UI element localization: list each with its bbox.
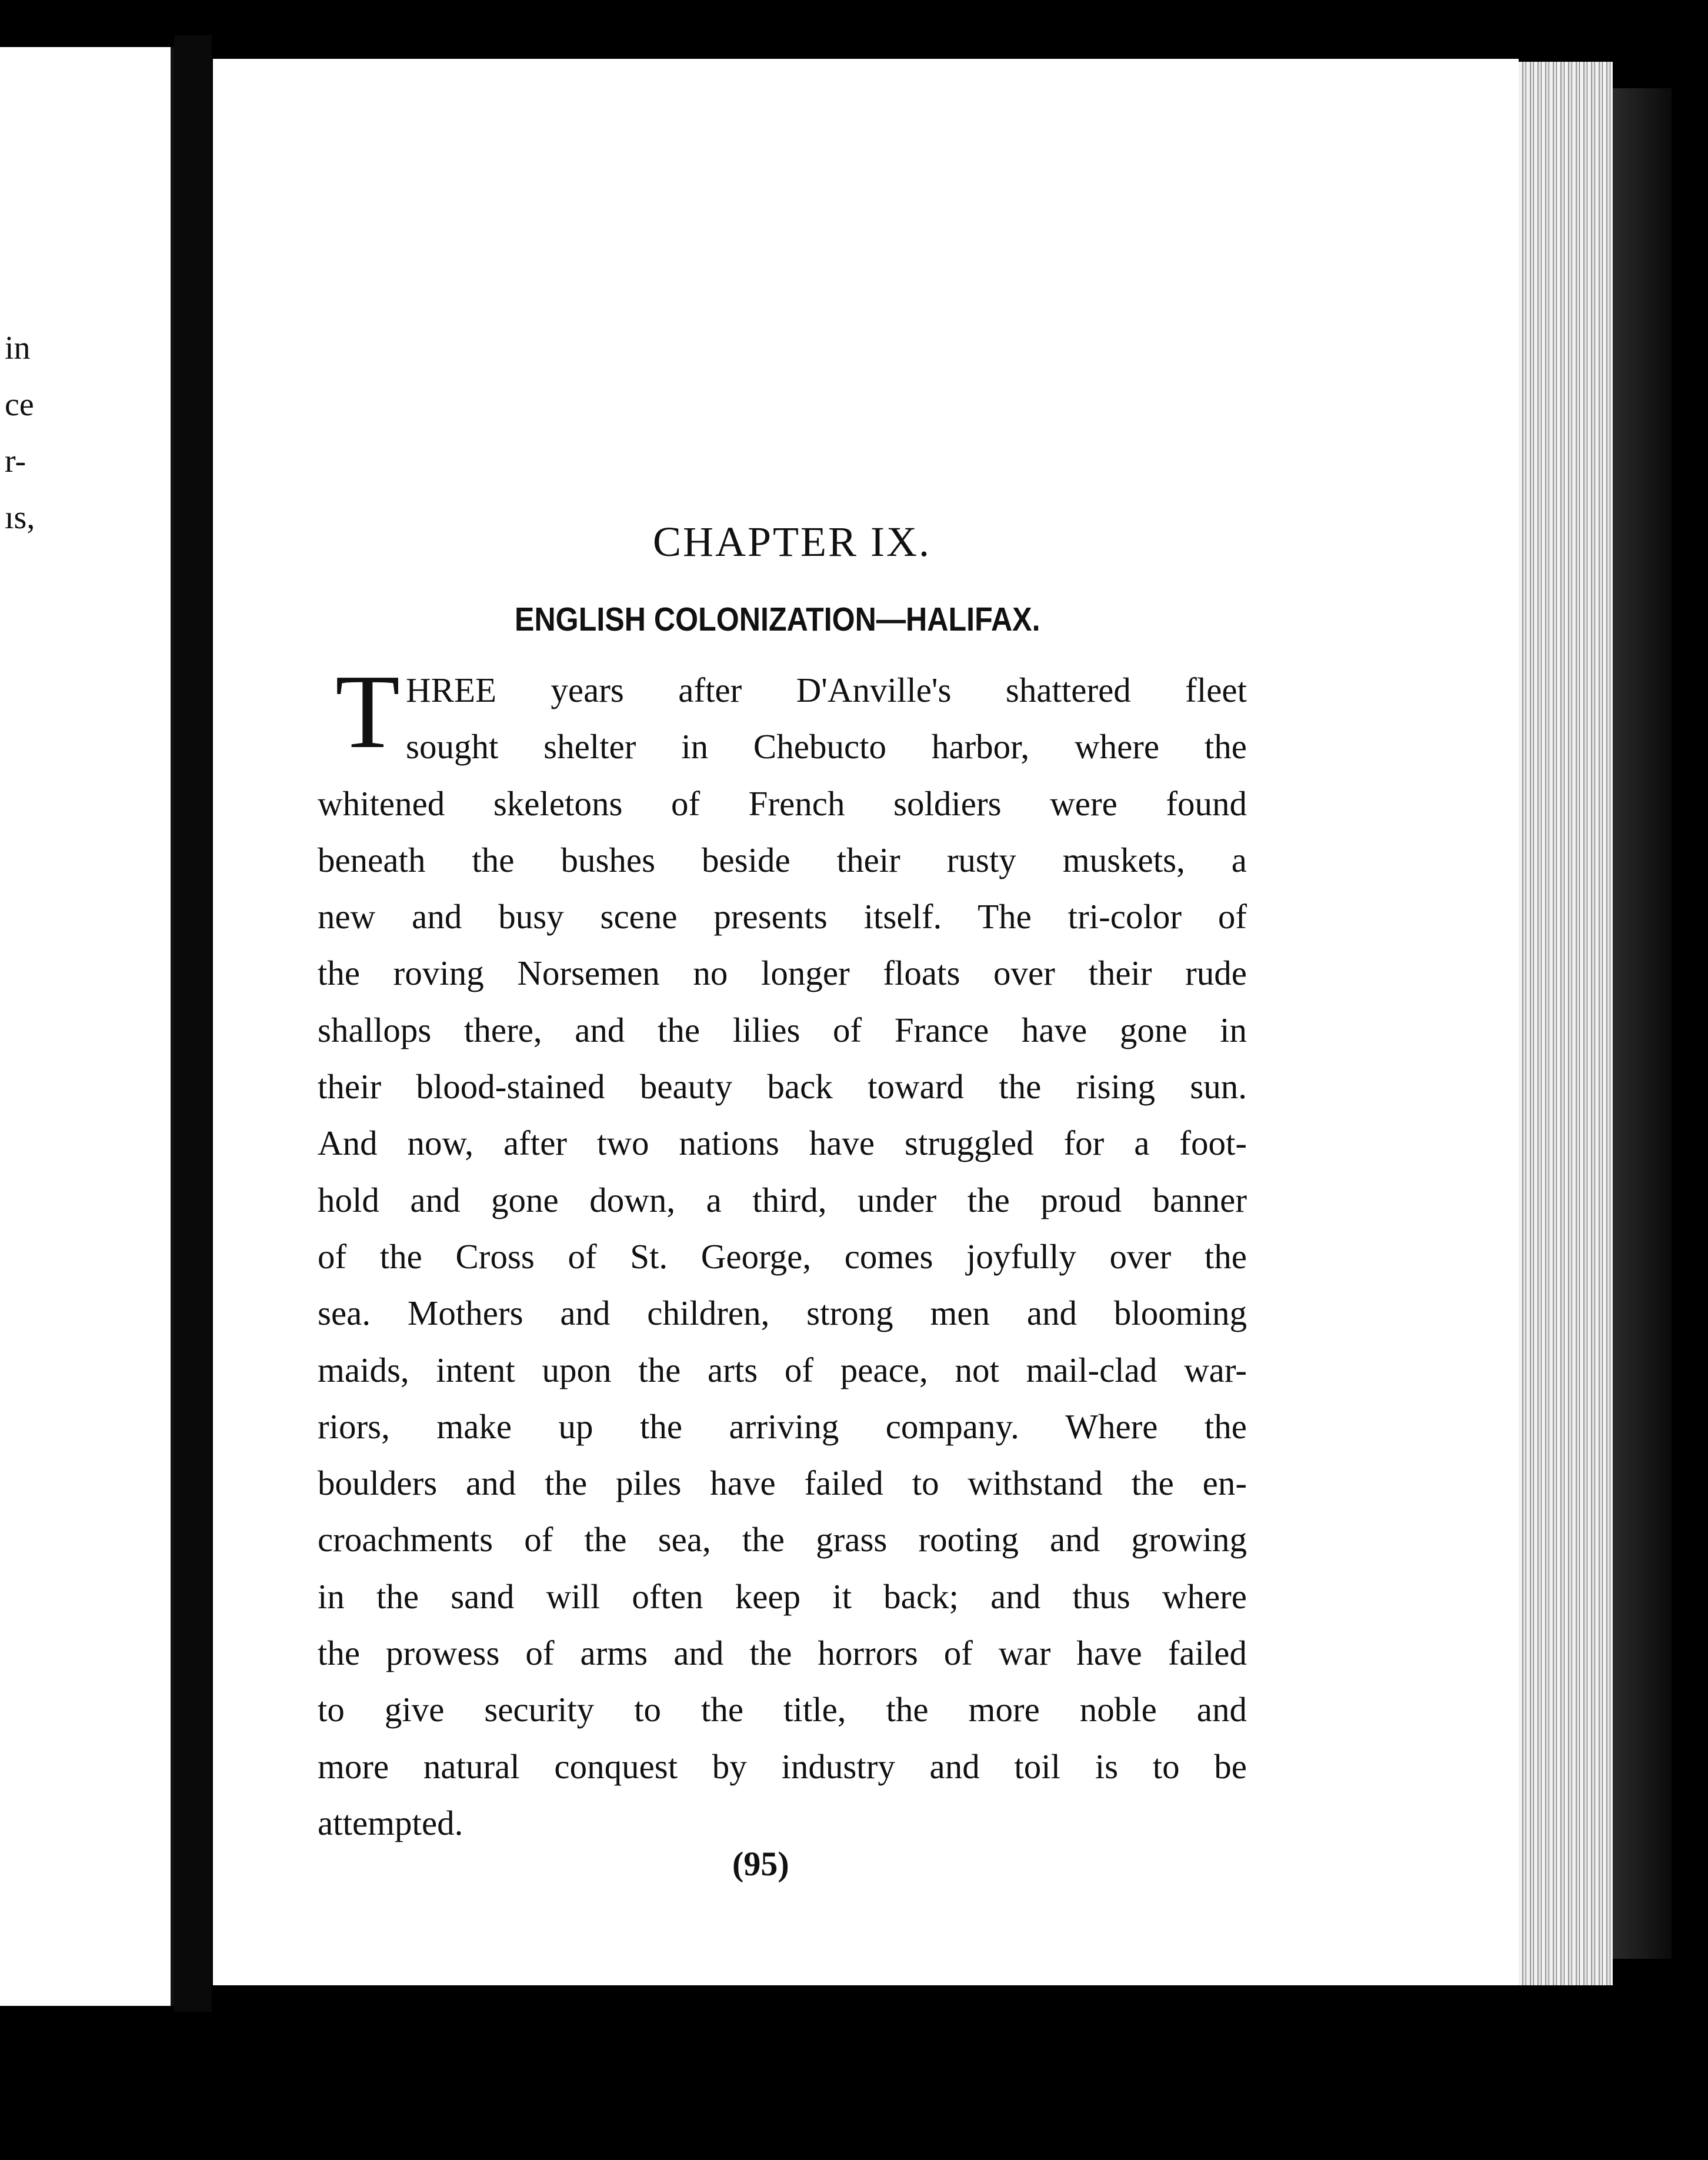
text-line: the roving Norsemen no longer floats over their rude xyxy=(318,954,1247,993)
text-line: croachments of the sea, the grass rooting and growing xyxy=(318,1520,1247,1559)
text-line: new and busy scene presents itself. The tri-color of xyxy=(318,897,1247,936)
text-line: And now, after two nations have struggled for a foot- xyxy=(318,1124,1247,1163)
body-text xyxy=(318,662,1247,1851)
text-line: attempted. xyxy=(318,1803,463,1842)
text-line: hold and gone down, a third, under the proud banner xyxy=(318,1180,1247,1219)
text-line: maids, intent upon the arts of peace, not mail-clad war- xyxy=(318,1350,1247,1389)
page-edges xyxy=(1519,62,1613,1985)
text-line: riors, make up the arriving company. Where the xyxy=(318,1406,1247,1446)
text-line: of the Cross of St. George, comes joyfully over the xyxy=(318,1236,1247,1276)
left-page-line-fragment: in xyxy=(5,330,31,366)
text-line: sought shelter in Chebucto harbor, where the xyxy=(406,727,1247,766)
book-gutter xyxy=(174,35,212,2012)
section-heading: ENGLISH COLONIZATION—HALIFAX. xyxy=(515,601,1040,638)
text-line: whitened skeletons of French soldiers were found xyxy=(318,784,1247,823)
text-line: to give security to the title, the more noble and xyxy=(318,1690,1247,1729)
text-line: boulders and the piles have failed to withstand the en- xyxy=(318,1464,1247,1503)
left-page-line-fragment: ıs, xyxy=(5,499,35,536)
text-line: the prowess of arms and the horrors of war have failed xyxy=(318,1634,1247,1673)
text-line: in the sand will often keep it back; and thus where xyxy=(318,1576,1247,1616)
text-line: sea. Mothers and children, strong men and blooming xyxy=(318,1294,1247,1333)
chapter-title: CHAPTER IX. xyxy=(653,518,932,565)
text-line: beneath the bushes beside their rusty muskets, a xyxy=(318,840,1247,879)
drop-cap: T xyxy=(335,653,400,770)
left-page-line-fragment: r- xyxy=(5,443,26,479)
text-line: more natural conquest by industry and toil is to be xyxy=(318,1746,1247,1786)
page-number: (95) xyxy=(732,1845,789,1883)
book-cover-edge xyxy=(1613,88,1672,1959)
left-page xyxy=(0,47,174,2006)
left-page-line-fragment: ce xyxy=(5,386,34,423)
text-line: HREE years after D'Anville's shattered fleet xyxy=(406,671,1247,709)
text-line: their blood-stained beauty back toward the rising sun. xyxy=(318,1067,1247,1106)
text-line: shallops there, and the lilies of France have gone in xyxy=(318,1010,1247,1049)
